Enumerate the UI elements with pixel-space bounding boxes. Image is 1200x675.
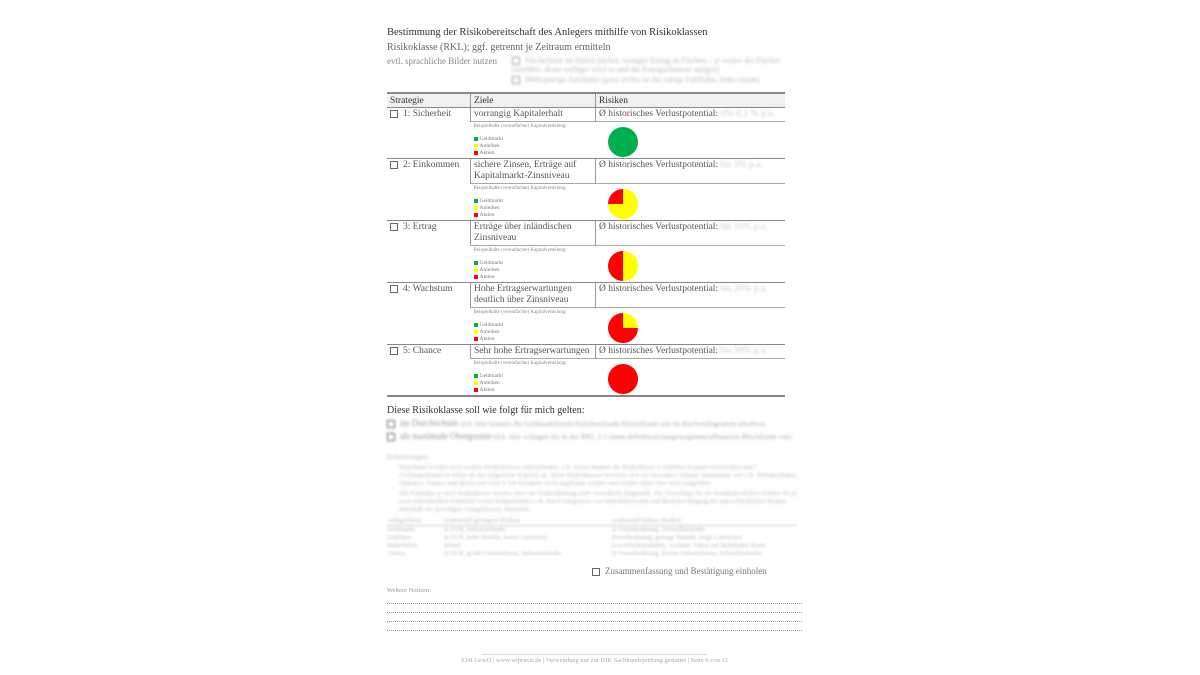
hint-options <box>512 56 802 85</box>
risk-prefix: Ø historisches Verlustpotential: <box>599 109 719 119</box>
legend-title: Beispielhafte (vereinfachte) Kapitalverteilung: <box>473 186 567 191</box>
asset-cell: Anleihen <box>387 534 411 541</box>
checkbox-icon[interactable] <box>387 433 395 441</box>
notes-line[interactable] <box>387 612 802 613</box>
strategy-row <box>387 108 785 122</box>
legend-swatch <box>474 323 478 327</box>
risk-prefix: Ø historisches Verlustpotential: <box>599 160 719 170</box>
asset-header-class: Anlageklasse <box>387 517 422 524</box>
legend-swatch <box>474 374 478 378</box>
checkbox-icon[interactable] <box>387 420 395 428</box>
allocation-cell <box>471 184 786 221</box>
strategy-label: 1: Sicherheit <box>403 109 452 119</box>
risk-class-table <box>387 92 785 397</box>
legend-label: Geldmarkt <box>479 260 504 266</box>
legend-label: Aktien <box>479 212 495 218</box>
legend-title: Beispielhafte (vereinfachte) Kapitalverteilung: <box>473 124 567 129</box>
risk-cell <box>596 345 786 359</box>
legend-label: Aktien <box>479 274 495 280</box>
hint-option-text: Mehrspurige Autobahn (ganz rechts ist die ruhige Fahrbahn, links rasant) <box>525 75 760 85</box>
risk-cell <box>596 283 786 308</box>
legend-label: Anleihen <box>479 143 500 149</box>
asset-cell: in Fremdwährung, Schwellenländer <box>612 526 705 533</box>
page-title: Bestimmung der Risikobereitschaft des Anlegers mithilfe von Risikoklassen <box>387 27 708 38</box>
table-header-row <box>387 93 785 108</box>
document-page <box>387 0 802 675</box>
strategy-row <box>387 159 785 184</box>
asset-table-row <box>387 542 797 550</box>
risk-prefix: Ø historisches Verlustpotential: <box>599 222 719 232</box>
asset-cell: Inland <box>444 542 461 549</box>
legend-label: Geldmarkt <box>479 198 504 204</box>
checkbox-icon[interactable] <box>390 223 398 231</box>
strategy-label: 5: Chance <box>403 346 442 356</box>
strategy-label: 3: Ertrag <box>403 222 437 232</box>
page-subtitle: Risikoklasse (RKL); ggf. getrennt je Zeitraum ermitteln <box>387 42 611 53</box>
strategy-label: 2: Einkommen <box>403 160 460 170</box>
asset-cell: in Fremdwährung, Kleine Unternehmen, Schwellenländer <box>612 550 763 557</box>
checkbox-icon[interactable] <box>512 76 520 84</box>
legend-label: Anleihen <box>479 329 500 335</box>
checkbox-icon[interactable] <box>592 568 600 576</box>
apply-option-detail: (d.h. hier schlagen bis in der RKL 2-5 einen definitiven/ausgewogenen/offensiven Mischfonds vor) <box>493 432 792 441</box>
asset-cell: Aktien <box>387 550 405 557</box>
asset-table-row <box>387 526 797 534</box>
apply-option-max[interactable] <box>387 430 802 443</box>
strategy-cell[interactable] <box>387 108 471 159</box>
risk-value: bis 10% p.a. <box>720 222 768 232</box>
legend-label: Anleihen <box>479 380 500 386</box>
checkbox-icon[interactable] <box>390 347 398 355</box>
asset-cell: Geldmarkt <box>387 526 415 533</box>
legend-label: Anleihen <box>479 205 500 211</box>
legend-swatch <box>474 261 478 265</box>
hint-option-1[interactable] <box>512 56 802 74</box>
asset-cell: in EUR, hohe Bonität, kurze Laufzeiten <box>444 534 548 541</box>
apply-option-average[interactable] <box>387 417 802 430</box>
asset-cell: in EUR, Industrieländer <box>444 526 507 533</box>
legend-swatch <box>474 330 478 334</box>
legend-swatch <box>474 213 478 217</box>
legend-swatch <box>474 268 478 272</box>
risk-cell <box>596 221 786 246</box>
allocation-pie-chart <box>607 250 639 282</box>
asset-table-row <box>387 534 797 542</box>
footer-divider <box>482 654 707 655</box>
allocation-cell <box>471 308 786 345</box>
allocation-pie-chart <box>607 312 639 344</box>
notes-heading: Erläuterungen: <box>387 453 429 461</box>
risk-value: bis 50% p.a. <box>720 346 768 356</box>
page-footer: §34f GewO | www.wipraxis.de | Verwendung nur zur IHK Sachkundeprüfung gestattet | Seite 6 von 12 <box>460 657 729 664</box>
allocation-cell <box>471 246 786 283</box>
checkbox-icon[interactable] <box>390 285 398 293</box>
legend-swatch <box>474 206 478 210</box>
apply-option-label: als maximale Obergrenze <box>400 431 492 441</box>
risk-cell <box>596 108 786 122</box>
strategy-row <box>387 221 785 246</box>
allocation-pie-chart <box>607 126 639 158</box>
pie-slice-anleihen <box>623 313 638 328</box>
hint-option-text: Fischerboot im Hafen (sicher, weniger Ertrag an Fischen – je weiter der Fischer rausfährt, desto welliger wird es und die Ertragschancen steigen) <box>512 56 780 75</box>
notes-bullet-2 <box>387 490 802 514</box>
legend-title: Beispielhafte (vereinfachte) Kapitalverteilung: <box>473 361 567 366</box>
risk-cell <box>596 159 786 184</box>
notes-line[interactable] <box>387 603 802 604</box>
legend-label: Geldmarkt <box>479 136 504 142</box>
apply-option-label: im Durchschnitt <box>400 418 459 428</box>
risk-prefix: Ø historisches Verlustpotential: <box>599 346 719 356</box>
legend-title: Beispielhafte (vereinfachte) Kapitalverteilung: <box>473 248 567 253</box>
pie-slice-aktien <box>608 251 623 281</box>
legend-label: Geldmarkt <box>479 322 504 328</box>
legend-title: Beispielhafte (vereinfachte) Kapitalverteilung: <box>473 310 567 315</box>
asset-cell: Immobilien <box>387 542 418 549</box>
checkbox-icon[interactable] <box>512 57 520 65</box>
apply-heading: Diese Risikoklasse soll wie folgt für mich gelten: <box>387 405 585 416</box>
pie-slice-geldmarkt <box>608 127 638 157</box>
legend-swatch <box>474 137 478 141</box>
legend-swatch <box>474 144 478 148</box>
bullet-text: Manchmal werden noch weitere Risikoklassen unterschieden, z.B. setzen Banken die Risikoklasse 6 (erhöhtes Kapitalverlustrisiko) und 7 (Verlustpotential ist höher als das eingesetzte Kapital) an. Diese Risikoklassen beziehen sich auf besonders riskante Instrumente wie z.B. Hebelprodukte, Optionen, Futures und dürfen mit einer § 34f-Erlaubnis nicht angeboten werden und werden daher hier nicht aufgeführt. <box>399 464 797 487</box>
legend-label: Aktien <box>479 150 495 156</box>
further-notes-label: Weitere Notizen: <box>387 587 432 594</box>
header-risks: Risiken <box>596 93 786 108</box>
confirm-label: Zusammenfassung und Bestätigung einholen <box>605 566 767 576</box>
risk-prefix: Ø historisches Verlustpotential: <box>599 284 719 294</box>
goal-cell: Sehr hohe Ertragserwartungen <box>471 345 596 359</box>
legend-label: Aktien <box>479 336 495 342</box>
goal-cell: sichere Zinsen, Erträge auf Kapitalmarkt-Zinsniveau <box>471 159 596 184</box>
asset-cell: Fremdwährung, geringe Bonität, lange Laufzeiten <box>612 534 742 541</box>
legend-swatch <box>474 199 478 203</box>
asset-table-header <box>387 517 797 526</box>
notes-line[interactable] <box>387 630 802 631</box>
legend-label: Anleihen <box>479 267 500 273</box>
header-strategy: Strategie <box>387 93 471 108</box>
confirm-checkbox-row[interactable] <box>592 566 802 577</box>
legend-swatch <box>474 388 478 392</box>
strategy-label: 4: Wachstum <box>403 284 453 294</box>
asset-cell: Gewerbeimmobilien, Ausland, Fokus auf lächelnden Raum <box>612 542 766 549</box>
asset-class-table <box>387 517 797 558</box>
apply-option-detail: (d.h. hier können für Geldmarktfonds/Anleihenfonds/Aktienfonds wie im Kuchendiagramm erhalten) <box>460 419 765 428</box>
pie-slice-aktien <box>608 189 623 204</box>
lower-section <box>387 405 802 631</box>
allocation-cell <box>471 122 786 159</box>
legend-label: Geldmarkt <box>479 373 504 379</box>
strategy-cell[interactable] <box>387 159 471 221</box>
pie-slice-aktien <box>608 364 638 394</box>
asset-cell: in EUR, große Unternehmen, Industrieländer <box>444 550 562 557</box>
risk-value: bis 5% p.a. <box>720 160 763 170</box>
goal-cell: Hohe Ertragserwartungen deutlich über Zinsniveau <box>471 283 596 308</box>
checkbox-icon[interactable] <box>390 110 398 118</box>
legend-swatch <box>474 275 478 279</box>
legend-swatch <box>474 151 478 155</box>
asset-header-high: tendenziell höhere Risiken <box>612 517 682 524</box>
allocation-pie-chart <box>607 363 639 395</box>
header-goals: Ziele <box>471 93 596 108</box>
allocation-cell <box>471 359 786 397</box>
strategy-cell[interactable] <box>387 345 471 397</box>
asset-table-row <box>387 550 797 558</box>
bullet-text: Die Portfolios je nach Risikoklasse wurden oben zur Verdeutlichung stark vereinfacht dargestellt. Die Vorschläge für die Kundenportfolios können Sie je nach individuellem Einzelfall weiter konkretisieren z.B. durch Integration von Immobilienfonds und Berücksichtigung der unterschiedlichen Risiken innerhalb der jeweiligen Anlageklassen. Beispiele: <box>399 490 797 513</box>
checkbox-icon[interactable] <box>390 161 398 169</box>
risk-value: bis 20% p.a. <box>720 284 768 294</box>
strategy-cell[interactable] <box>387 221 471 283</box>
legend-label: Aktien <box>479 387 495 393</box>
strategy-row <box>387 283 785 308</box>
allocation-pie-chart <box>607 188 639 220</box>
notes-bullet-1 <box>387 464 802 488</box>
goal-cell: Erträge über inländischen Zinsniveau <box>471 221 596 246</box>
goal-cell: vorrangig Kapitalerhalt <box>471 108 596 122</box>
risk-value: 0%-0,1 % p.a. <box>720 109 775 119</box>
notes-line[interactable] <box>387 621 802 622</box>
legend-swatch <box>474 337 478 341</box>
legend-swatch <box>474 381 478 385</box>
hint-option-2[interactable] <box>512 75 802 84</box>
pie-slice-anleihen <box>623 251 638 281</box>
asset-header-low: tendenziell geringere Risiken <box>444 517 521 524</box>
strategy-cell[interactable] <box>387 283 471 345</box>
hint-label: evtl. sprachliche Bilder nutzen <box>387 56 497 66</box>
strategy-row <box>387 345 785 359</box>
